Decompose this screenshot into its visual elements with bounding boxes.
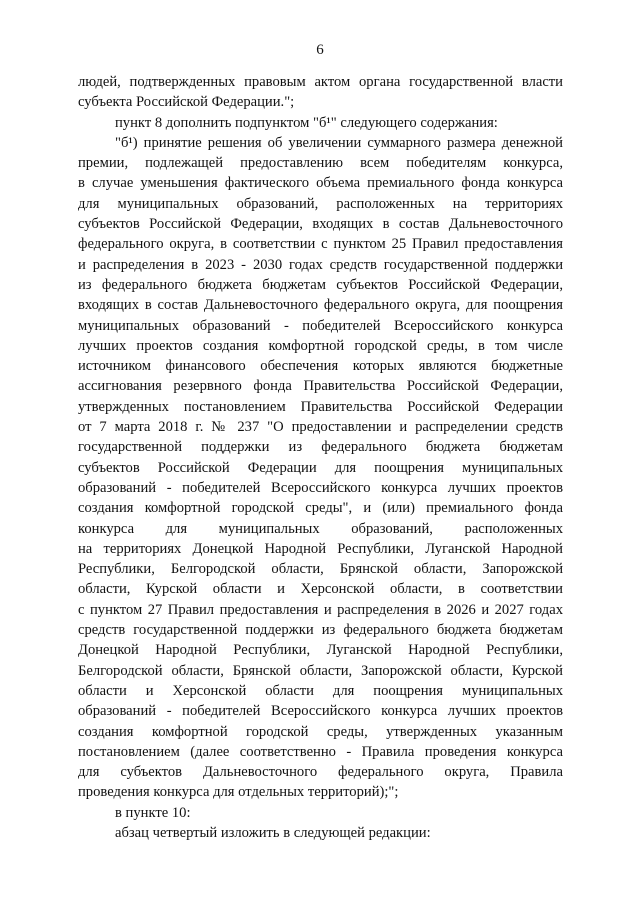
text-line: субъекта Российской Федерации."; <box>78 94 295 111</box>
text-line: образований - победителей Всероссийского конкурса лучших проектов <box>78 479 563 496</box>
text-line: из федерального бюджета бюджетам субъектов Российской Федерации, <box>78 276 563 293</box>
text-line: в пункте 10: <box>115 804 191 821</box>
text-line: конкурса для муниципальных образований, расположенных <box>78 520 563 537</box>
text-line: премии, подлежащей предоставлению всем победителям конкурса, <box>78 155 563 172</box>
text-line: муниципальных образований - победителей Всероссийского конкурса <box>78 317 563 334</box>
text-line: ассигнования резервного фонда Правительства Российской Федерации, <box>78 378 563 395</box>
text-line: субъектов Российской Федерации для поощрения муниципальных <box>78 459 563 476</box>
text-line: источником финансового обеспечения которых являются бюджетные <box>78 358 563 375</box>
text-line: создания комфортной городской среды", и (или) премиального фонда <box>78 500 563 517</box>
text-line: и распределения в 2023 - 2030 годах средств государственной поддержки <box>78 256 563 273</box>
text-line: проведения конкурса для отдельных территорий);"; <box>78 784 399 801</box>
text-line: субъектов Российской Федерации, входящих в состав Дальневосточного <box>78 216 563 233</box>
text-line: Республики, Белгородской области, Брянской области, Запорожской <box>78 561 563 578</box>
text-line: для субъектов Дальневосточного федерального округа, Правила <box>78 764 563 781</box>
text-line: создания комфортной городской среды, утвержденных указанным <box>78 723 563 740</box>
text-line: средств государственной поддержки из федерального бюджета бюджетам <box>78 622 563 639</box>
text-line: лучших проектов создания комфортной городской среды, в том числе <box>78 337 563 354</box>
text-line: для муниципальных образований, расположенных на территориях <box>78 195 563 212</box>
text-line: области, Курской области и Херсонской области, в соответствии <box>78 581 563 598</box>
text-line: абзац четвертый изложить в следующей редакции: <box>115 824 431 841</box>
page-number: 6 <box>316 42 324 58</box>
text-line: людей, подтвержденных правовым актом органа государственной власти <box>78 74 563 90</box>
text-line: постановлением (далее соответственно - Правила проведения конкурса <box>78 743 563 760</box>
text-line: пункт 8 дополнить подпунктом "б¹" следующего содержания: <box>115 114 498 131</box>
text-line: в случае уменьшения фактического объема премиального фонда конкурса <box>78 175 563 192</box>
text-line: "б¹) принятие решения об увеличении суммарного размера денежной <box>115 134 563 151</box>
text-line: Белгородской области, Брянской области, Запорожской области, Курской <box>78 662 563 679</box>
text-line: входящих в состав Дальневосточного федерального округа, для поощрения <box>78 297 563 314</box>
text-line: от 7 марта 2018 г. № 237 "О предоставлении и распределении средств <box>78 419 563 436</box>
text-line: государственной поддержки из федерального бюджета бюджетам <box>78 439 563 456</box>
text-line: области и Херсонской области для поощрения муниципальных <box>78 682 563 699</box>
text-line: образований - победителей Всероссийского конкурса лучших проектов <box>78 703 563 720</box>
text-line: федерального округа, в соответствии с пунктом 25 Правил предоставления <box>78 236 563 253</box>
text-line: утвержденных постановлением Правительства Российской Федерации <box>78 398 563 415</box>
document-body <box>78 72 563 843</box>
text-line: с пунктом 27 Правил предоставления и распределения в 2026 и 2027 годах <box>78 601 563 618</box>
text-line: Донецкой Народной Республики, Луганской Народной Республики, <box>78 642 563 659</box>
text-line: на территориях Донецкой Народной Республики, Луганской Народной <box>78 540 563 557</box>
